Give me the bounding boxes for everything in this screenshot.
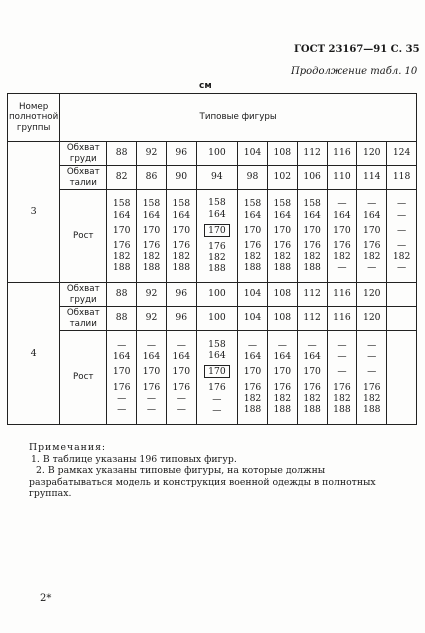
- stature-value: 182: [303, 251, 321, 263]
- stature-value: 188: [273, 403, 292, 415]
- stature-value: 176: [273, 240, 292, 251]
- table-row: [8, 307, 417, 331]
- stature-value: 176: [243, 381, 262, 393]
- stature-value: 158: [208, 338, 226, 350]
- stature-value: 182: [112, 251, 131, 263]
- continuation-caption: Продолжение табл. 10: [291, 66, 418, 77]
- table-cell: [196, 190, 237, 283]
- table-cell: [387, 307, 417, 331]
- table-cell: [166, 190, 196, 283]
- table-cell: [327, 190, 357, 283]
- table-cell: 120: [357, 142, 387, 166]
- stature-value: 170: [112, 366, 131, 378]
- table-cell: [196, 331, 237, 425]
- stature-value: 170: [172, 224, 191, 236]
- stature-value: 170: [172, 366, 191, 378]
- stature-value: 176: [362, 240, 381, 251]
- table-cell: [107, 331, 137, 425]
- stature-value: 164: [243, 209, 262, 221]
- table-cell: 96: [166, 142, 196, 166]
- table-cell: 100: [196, 307, 237, 331]
- table-cell: 116: [327, 307, 357, 331]
- table-cell: 88: [107, 142, 137, 166]
- table-cell: [238, 331, 268, 425]
- stature-value: 170: [243, 366, 262, 378]
- stature-value: 164: [142, 209, 161, 221]
- table-cell: [387, 331, 417, 425]
- stature-value: 158: [208, 197, 226, 209]
- stature-value: 158: [273, 198, 292, 210]
- notes-title: Примечания:: [29, 442, 107, 453]
- row-label: Обхват талии: [60, 307, 107, 331]
- row-label: Обхват талии: [60, 166, 107, 190]
- table-cell: 86: [137, 166, 167, 190]
- stature-value: 176: [112, 381, 131, 393]
- table-row: [8, 166, 417, 190]
- stature-value: —: [176, 392, 186, 404]
- stature-value: —: [367, 366, 377, 378]
- stature-value: 176: [243, 240, 262, 251]
- stature-value: 182: [243, 392, 262, 404]
- table-cell: [107, 190, 137, 283]
- stature-value: 188: [243, 262, 262, 274]
- stature-value: 164: [243, 351, 262, 363]
- table-cell: 90: [166, 166, 196, 190]
- table-row: [8, 331, 417, 425]
- table-cell: 102: [267, 166, 297, 190]
- stature-value: 170: [333, 224, 351, 236]
- stature-value: 170: [243, 224, 262, 236]
- stature-value: 176: [142, 240, 161, 251]
- stature-value: 176: [273, 381, 292, 393]
- table-cell: [387, 190, 417, 283]
- col-header-group: Номер полнотной группы: [8, 94, 60, 142]
- table-cell: 100: [196, 142, 237, 166]
- stature-value: —: [117, 339, 127, 351]
- stature-value: —: [396, 198, 407, 210]
- stature-value: 164: [208, 350, 226, 362]
- stature-value: 158: [142, 198, 161, 210]
- stature-value: 158: [303, 198, 321, 210]
- stature-value: —: [176, 339, 186, 351]
- stature-value: 188: [208, 263, 226, 275]
- unit-label: см: [199, 81, 212, 91]
- stature-value: 176: [208, 382, 226, 394]
- stature-value: 188: [333, 403, 351, 415]
- stature-value: 170: [142, 224, 161, 236]
- stature-value: —: [396, 209, 407, 221]
- table-cell: 104: [238, 307, 268, 331]
- table-cell: [267, 190, 297, 283]
- sizes-table: [7, 93, 417, 425]
- page-number: 2*: [40, 593, 52, 604]
- table-cell: 82: [107, 166, 137, 190]
- note-1: 1. В таблице указаны 196 типовых фигур.: [31, 453, 237, 465]
- stature-value: 176: [112, 240, 131, 251]
- table-cell: 116: [327, 283, 357, 307]
- table-cell: [297, 331, 327, 425]
- table-cell: 94: [196, 166, 237, 190]
- stature-value: 182: [333, 251, 351, 263]
- stature-value: 164: [112, 351, 131, 363]
- table-cell: 92: [137, 283, 167, 307]
- table-cell: 112: [297, 307, 327, 331]
- stature-value: 170: [273, 366, 292, 378]
- notes: [29, 442, 409, 500]
- stature-value: 176: [208, 240, 226, 252]
- table-cell: 108: [267, 283, 297, 307]
- table-cell: 118: [387, 166, 417, 190]
- stature-value: 176: [303, 240, 321, 251]
- group-number: 3: [8, 142, 60, 283]
- table-cell: 96: [166, 283, 196, 307]
- stature-value: 182: [243, 251, 262, 263]
- stature-value: 164: [112, 209, 131, 221]
- table-row: [8, 190, 417, 283]
- stature-value: —: [337, 339, 347, 351]
- stature-value: —: [337, 351, 347, 363]
- stature-value: 188: [112, 262, 131, 274]
- table-cell: 108: [267, 142, 297, 166]
- table-cell: 112: [297, 283, 327, 307]
- group-number: 4: [8, 283, 60, 425]
- stature-value: —: [176, 403, 186, 415]
- stature-value: 188: [303, 262, 321, 274]
- stature-value: —: [337, 366, 347, 378]
- stature-value: 176: [333, 381, 351, 393]
- note-2: 2. В рамках указаны типовые фигуры, на которые должны разрабатываться модель и конструкция военной одежды в полнотных группах.: [29, 465, 376, 500]
- stature-value: 182: [333, 392, 351, 404]
- stature-value: —: [396, 240, 407, 251]
- table-cell: 114: [357, 166, 387, 190]
- table-row: [8, 283, 417, 307]
- stature-value: 176: [172, 381, 191, 393]
- stature-value: —: [337, 262, 347, 274]
- boxed-value: 170: [204, 224, 230, 237]
- table-cell: 120: [357, 307, 387, 331]
- stature-value: 188: [303, 403, 321, 415]
- table-cell: [297, 190, 327, 283]
- stature-value: 164: [142, 351, 161, 363]
- stature-value: 170: [362, 224, 381, 236]
- col-header-figures: Типовые фигуры: [60, 94, 417, 142]
- stature-value: 182: [273, 251, 292, 263]
- stature-value: 182: [303, 392, 321, 404]
- table-cell: 98: [238, 166, 268, 190]
- stature-value: —: [146, 392, 157, 404]
- stature-value: 176: [172, 240, 191, 251]
- table-cell: 112: [297, 142, 327, 166]
- stature-value: 170: [273, 224, 292, 236]
- table-cell: 124: [387, 142, 417, 166]
- stature-value: 188: [273, 262, 292, 274]
- boxed-value: 170: [204, 365, 230, 378]
- stature-value: —: [212, 393, 222, 405]
- table-cell: 106: [297, 166, 327, 190]
- stature-value: 182: [208, 252, 226, 264]
- stature-value: 176: [333, 240, 351, 251]
- stature-value: —: [337, 198, 347, 210]
- stature-value: 164: [273, 209, 292, 221]
- stature-value: 188: [362, 403, 381, 415]
- stature-value: —: [367, 339, 377, 351]
- stature-value: —: [117, 392, 127, 404]
- stature-value: —: [396, 224, 407, 236]
- stature-value: [198, 224, 236, 237]
- stature-value: 170: [142, 366, 161, 378]
- stature-value: 164: [273, 351, 292, 363]
- table-cell: [166, 331, 196, 425]
- table-cell: [137, 190, 167, 283]
- table-cell: [137, 331, 167, 425]
- stature-value: —: [396, 262, 407, 274]
- table-cell: [238, 190, 268, 283]
- stature-value: 188: [172, 262, 191, 274]
- stature-value: 170: [303, 366, 321, 378]
- stature-value: [198, 365, 236, 378]
- table-cell: 116: [327, 142, 357, 166]
- stature-value: 182: [362, 251, 381, 263]
- stature-value: 170: [303, 224, 321, 236]
- stature-value: 158: [112, 198, 131, 210]
- table-cell: 104: [238, 283, 268, 307]
- stature-value: —: [367, 351, 377, 363]
- row-label: Обхват груди: [60, 142, 107, 166]
- stature-value: —: [212, 404, 222, 416]
- stature-value: —: [146, 403, 157, 415]
- table-cell: [267, 331, 297, 425]
- stature-value: 158: [172, 198, 191, 210]
- table-cell: [357, 190, 387, 283]
- table-cell: [327, 331, 357, 425]
- stature-value: 170: [112, 224, 131, 236]
- stature-value: 176: [142, 381, 161, 393]
- table-cell: 88: [107, 307, 137, 331]
- stature-value: —: [146, 339, 157, 351]
- table-cell: [387, 283, 417, 307]
- stature-value: —: [247, 339, 258, 351]
- stature-value: 182: [392, 251, 411, 263]
- stature-value: 182: [362, 392, 381, 404]
- stature-value: —: [117, 403, 127, 415]
- stature-value: 164: [172, 351, 191, 363]
- table-cell: 92: [137, 307, 167, 331]
- row-label: Рост: [60, 190, 107, 283]
- stature-value: 176: [362, 381, 381, 393]
- stature-value: 164: [303, 209, 321, 221]
- table-cell: 92: [137, 142, 167, 166]
- stature-value: 164: [333, 209, 351, 221]
- stature-value: —: [367, 262, 377, 274]
- row-label: Обхват груди: [60, 283, 107, 307]
- table-cell: 104: [238, 142, 268, 166]
- table-cell: 110: [327, 166, 357, 190]
- table-cell: [357, 331, 387, 425]
- stature-value: 158: [243, 198, 262, 210]
- table-cell: 100: [196, 283, 237, 307]
- stature-value: 188: [142, 262, 161, 274]
- stature-value: —: [367, 198, 377, 210]
- stature-value: 164: [303, 351, 321, 363]
- stature-value: —: [307, 339, 317, 351]
- stature-value: 182: [273, 392, 292, 404]
- table-row: [8, 142, 417, 166]
- stature-value: 164: [362, 209, 381, 221]
- stature-value: 182: [142, 251, 161, 263]
- stature-value: 182: [172, 251, 191, 263]
- stature-value: 164: [208, 208, 226, 220]
- stature-value: 164: [172, 209, 191, 221]
- document-header: ГОСТ 23167—91 С. 35: [294, 44, 420, 55]
- table-cell: 108: [267, 307, 297, 331]
- stature-value: 176: [303, 381, 321, 393]
- stature-value: 188: [243, 403, 262, 415]
- row-label: Рост: [60, 331, 107, 425]
- table-cell: 88: [107, 283, 137, 307]
- table-cell: 120: [357, 283, 387, 307]
- table-cell: 96: [166, 307, 196, 331]
- stature-value: —: [277, 339, 287, 351]
